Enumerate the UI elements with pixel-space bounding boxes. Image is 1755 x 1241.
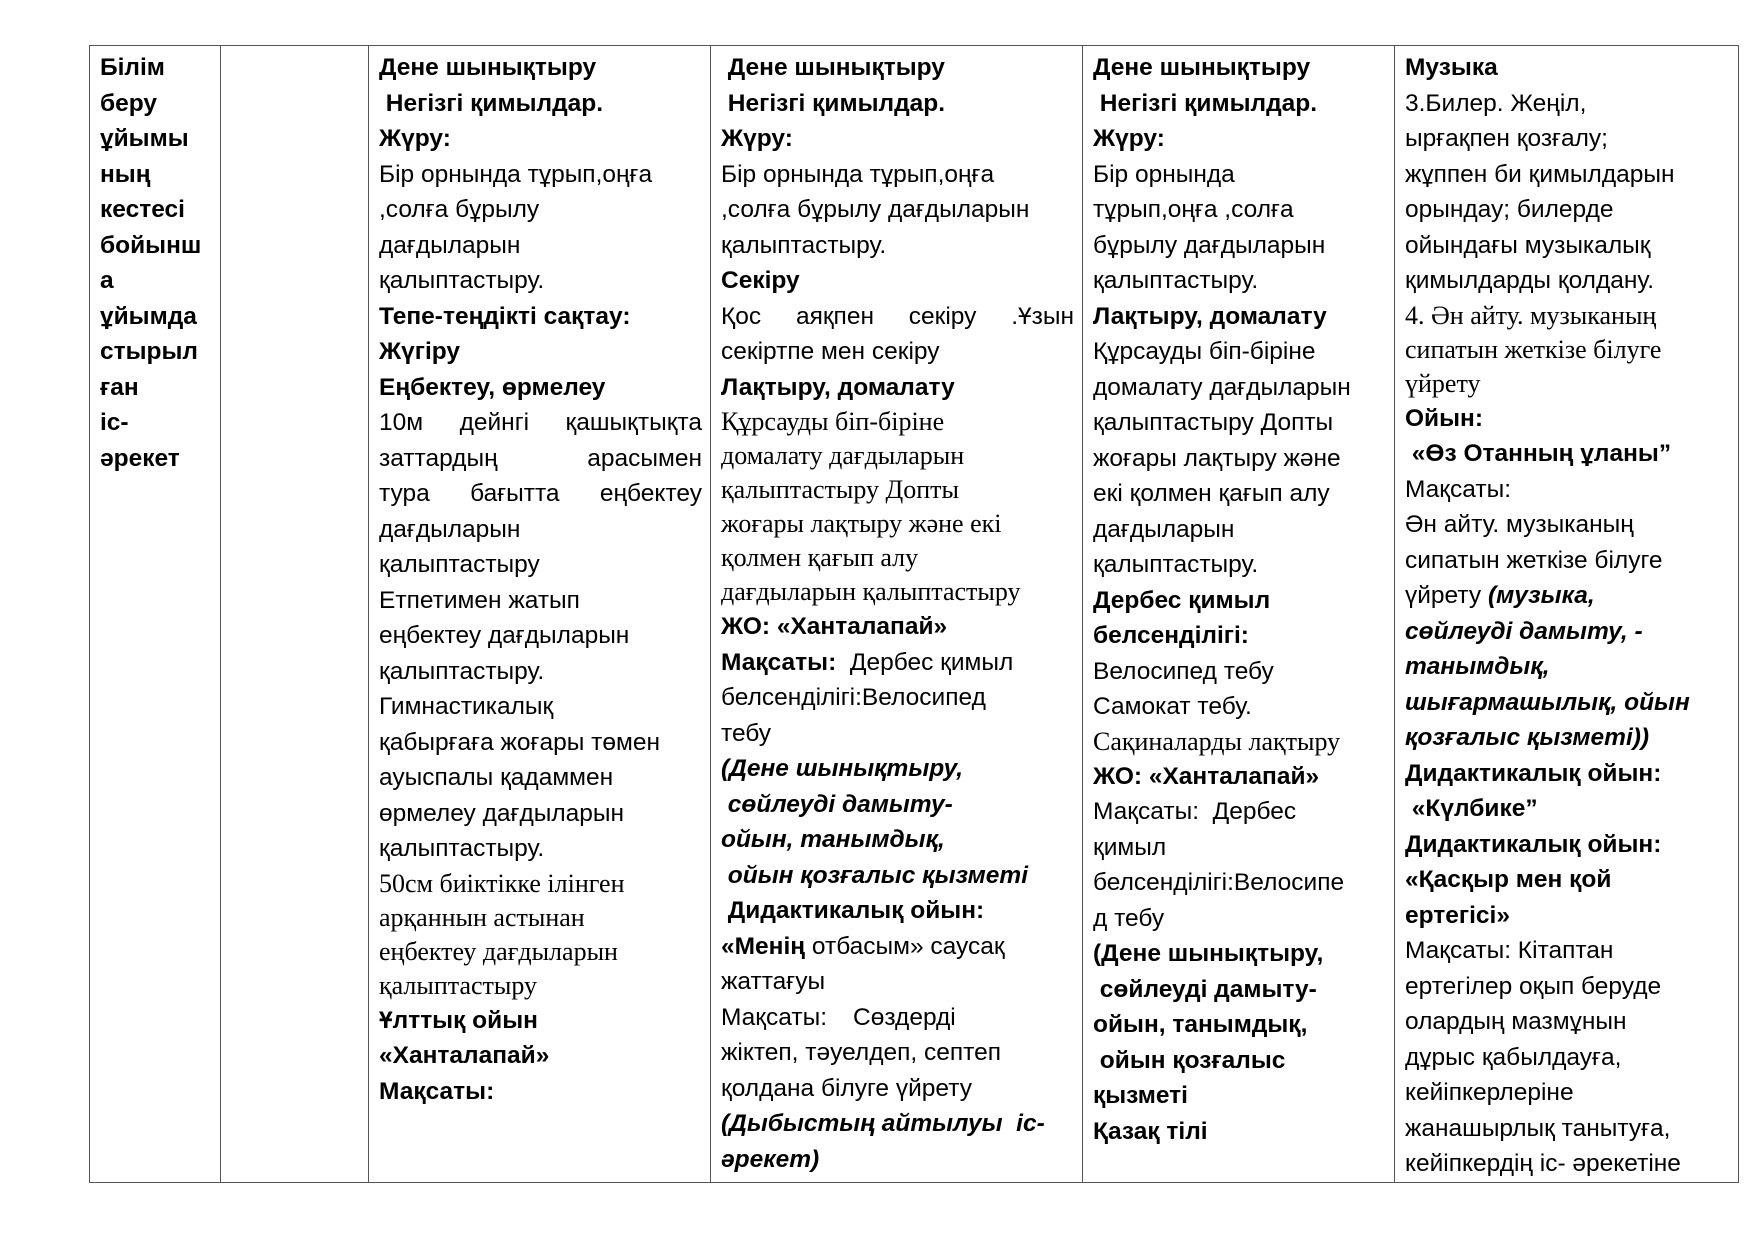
text-line: дағдыларын — [1093, 515, 1235, 543]
text-line: Велосипед тебу — [1093, 657, 1274, 685]
text-line: Мақсаты: Кітаптан — [1405, 937, 1614, 964]
integration-note: (Дыбыстың айтылуы іс- — [721, 1110, 1045, 1137]
text-line: жаттағуы — [721, 968, 826, 995]
text-line: дағдыларын — [379, 231, 521, 259]
text-line: 50см биіктікке ілінген — [379, 868, 625, 898]
text-part: үйрету — [1405, 582, 1488, 609]
justified-line — [379, 441, 702, 477]
section-heading: Жүру: — [379, 125, 451, 152]
text-line: Гимнастикалық — [379, 693, 554, 720]
text-line: жоғары лақтыру және екі — [721, 509, 1002, 538]
text-line: қолмен қағып алу — [721, 543, 919, 572]
text-line: секіртпе мен секіру — [721, 338, 940, 365]
text-line: дағдыларын — [379, 515, 521, 543]
text-line: ойындағы музыкалық — [1405, 231, 1651, 259]
text-line: қалыптастыру Допты — [1093, 409, 1334, 436]
text-line: сипатын жеткізе білуге — [1405, 546, 1663, 574]
row-header-line: ған — [100, 373, 139, 401]
text-line: ,солға бұрылу — [379, 196, 540, 223]
text-line: жоғары лақтыру және — [1093, 444, 1341, 472]
word: Сөздерді — [853, 1003, 956, 1031]
row-header-line: беру — [100, 89, 158, 117]
integration-note: ойын, танымдық, — [721, 826, 945, 853]
row-header-line: ұйымы — [100, 125, 189, 152]
text-line: үйрету — [1405, 368, 1481, 398]
text-line: ырғақпен қозғалу; — [1405, 125, 1608, 152]
text-line: жанашырлық танытуға, — [1405, 1114, 1671, 1142]
text-line: олардың мазмұнын — [1405, 1008, 1627, 1035]
game-title: «Ханталапай» — [379, 1042, 550, 1069]
text-line: екі қолмен қағып алу — [1093, 480, 1330, 507]
day1-cell — [369, 46, 711, 1183]
game-heading: Дидактикалық ойын: — [1405, 830, 1662, 858]
row-header-line: а — [100, 267, 114, 294]
section-heading: Лақтыру, домалату — [1093, 302, 1327, 330]
goal-label: Мақсаты: — [1405, 475, 1512, 503]
text-line: Құрсауды біп-біріне — [721, 407, 945, 436]
integration-note: (Дене шынықтыру, — [1093, 940, 1324, 967]
text-line-mixed — [1405, 578, 1730, 614]
integration-note: танымдық, — [1405, 653, 1550, 680]
text-line: қалыптастыру. — [1093, 267, 1259, 294]
word: .Ұзын — [1011, 302, 1074, 330]
word: Мақсаты: — [721, 1003, 828, 1031]
text-line: еңбектеу дағдыларын — [379, 936, 618, 966]
text-line: 3.Билер. Жеңіл, — [1405, 89, 1587, 117]
text-line: дұрыс қабылдауға, — [1405, 1043, 1622, 1071]
subject-heading: Дене шынықтыру — [379, 54, 597, 81]
text-line: арқаннын астынан — [379, 902, 585, 932]
text-line: сипатын жеткізе білуге — [1405, 334, 1662, 364]
game-heading: Дидактикалық ойын: — [1405, 759, 1662, 787]
day2-cell — [711, 46, 1083, 1183]
text-line: белсенділігі:Велосипе — [1093, 869, 1345, 896]
game-title: «Күлбике” — [1405, 795, 1538, 822]
text-line: Бір орнында тұрып,оңға — [721, 160, 995, 188]
text-line: қалыптастыру. — [721, 231, 887, 259]
text-line: Бір орнында тұрып,оңға — [379, 160, 653, 188]
row-header-line: ұйымда — [100, 302, 197, 330]
justified-line — [721, 299, 1074, 335]
section-heading: Тепе-теңдікті сақтау: — [379, 302, 631, 330]
text-line: қалыптастыру — [379, 970, 538, 1000]
row-header-line: ның — [100, 160, 151, 188]
integration-note: ойын, танымдық, — [1093, 1011, 1308, 1038]
row-header-line: бойынш — [100, 231, 202, 259]
section-heading: Негізгі қимылдар. — [1093, 89, 1318, 117]
integration-note: қызметі — [1093, 1082, 1188, 1109]
integration-note: қозғалыс қызметі)) — [1405, 724, 1650, 751]
text-line: қалыптастыру. — [379, 835, 545, 862]
subject-heading: Музыка — [1405, 54, 1498, 81]
goal-text: Дербес қимыл — [836, 648, 1014, 676]
game-heading: ЖО: «Ханталапай» — [1093, 762, 1320, 790]
text-line: кейіпкерлеріне — [1405, 1079, 1574, 1106]
row-header-cell — [90, 46, 221, 1183]
text-line: Мақсаты: Дербес — [1093, 798, 1297, 825]
text-line: Ән айту. музыканың — [1405, 511, 1634, 538]
text-line: бұрылу дағдыларын — [1093, 231, 1326, 259]
justified-line — [379, 405, 702, 441]
integration-note: сөйлеуді дамыту- — [721, 790, 953, 818]
game-heading: ЖО: «Ханталапай» — [721, 613, 948, 640]
text-line: Құрсауды біп-біріне — [1093, 338, 1316, 365]
section-heading: Еңбектеу, өрмелеу — [379, 373, 606, 401]
integration-note: (Дене шынықтыру, — [721, 755, 964, 782]
text-line: қимыл — [1093, 833, 1167, 861]
text-line: қимылдарды қолдану. — [1405, 267, 1655, 294]
integration-note: сөйлеуді дамыту- — [1093, 975, 1317, 1003]
section-heading: Дербес қимыл — [1093, 586, 1271, 614]
schedule-table — [89, 45, 1739, 1183]
word: арасымен — [587, 444, 702, 472]
text-line: домалату дағдыларын — [1093, 373, 1351, 401]
text-line: өрмелеу дағдыларын — [379, 799, 625, 827]
text-line: ертегілер оқып беруде — [1405, 972, 1662, 1000]
subject-heading: Дене шынықтыру — [1093, 54, 1311, 81]
text-line: тебу — [721, 719, 772, 747]
goal-line — [721, 645, 1074, 681]
row-header-line: әрекет — [100, 444, 180, 472]
section-heading: Жүгіру — [379, 338, 461, 365]
text-line: жіктеп, тәуелдеп, септеп — [721, 1039, 1001, 1066]
row-header-line: кестесі — [100, 196, 185, 223]
section-heading: Ойын: — [1405, 404, 1483, 432]
text-line: қалыптастыру. — [1093, 551, 1259, 578]
integration-note: ойын қозғалыс — [1093, 1046, 1286, 1074]
game-title: «Менің — [721, 932, 806, 960]
text-line: орындау; билерде — [1405, 196, 1614, 223]
row-header-line: стырыл — [100, 338, 198, 365]
empty-cell — [221, 46, 369, 1183]
text-line: еңбектеу дағдыларын — [379, 622, 630, 649]
integration-note: ойын қозғалыс қызметі — [721, 861, 1029, 889]
section-heading: Жүру: — [1093, 125, 1165, 152]
text-line: қолдана білуге үйрету — [721, 1074, 972, 1102]
text-line: д тебу — [1093, 904, 1165, 932]
section-heading: Негізгі қимылдар. — [379, 89, 604, 117]
section-heading: Секіру — [721, 267, 800, 294]
subject-heading: Қазақ тілі — [1093, 1117, 1208, 1145]
justified-line — [721, 1000, 1074, 1036]
text-line: Сақиналарды лақтыру — [1093, 726, 1341, 756]
text-line: қалыптастыру — [379, 551, 540, 578]
word: тура — [379, 480, 430, 507]
text-line: жұппен би қимылдарын — [1405, 160, 1675, 188]
text-line: қалыптастыру. — [379, 657, 545, 685]
text-line: дағдыларын қалыптастыру — [721, 577, 1021, 606]
word: заттардың — [379, 444, 498, 472]
integration-note: сөйлеуді дамыту, - — [1405, 617, 1643, 645]
word: аяқпен — [795, 302, 874, 330]
table-row — [90, 46, 1739, 1183]
justified-line — [379, 476, 702, 512]
text-line: Етпетимен жатып — [379, 586, 580, 614]
section-heading: Жүру: — [721, 125, 793, 152]
text-line: тұрып,оңға ,солға — [1093, 196, 1294, 223]
game-line — [721, 929, 1074, 965]
text-line: домалату дағдыларын — [721, 441, 965, 470]
text-line: қалыптастыру. — [379, 267, 545, 294]
text-line: ,солға бұрылу дағдыларын — [721, 196, 1030, 223]
section-heading: Лақтыру, домалату — [721, 373, 955, 401]
integration-note: әрекет) — [721, 1145, 820, 1173]
section-heading: белсенділігі: — [1093, 622, 1249, 649]
section-heading: Негізгі қимылдар. — [721, 89, 946, 117]
word: қашықтықта — [565, 409, 702, 436]
word: дейнгі — [459, 409, 530, 436]
game-title: «Өз Отанның ұланы” — [1405, 440, 1672, 467]
text-line: Бір орнында — [1093, 160, 1235, 188]
row-header-line: Білім — [100, 54, 165, 81]
game-heading: Дидактикалық ойын: — [721, 897, 985, 924]
game-title: «Қасқыр мен қой — [1405, 866, 1612, 893]
day4-cell — [1395, 46, 1739, 1183]
subject-heading: Дене шынықтыру — [721, 54, 945, 81]
text-line: ауыспалы қадаммен — [379, 764, 614, 791]
text-line: қалыптастыру Допты — [721, 475, 959, 504]
text-line: қабырғаға жоғары төмен — [379, 728, 661, 756]
day3-cell — [1083, 46, 1395, 1183]
text-line: белсенділігі:Велосипед — [721, 684, 986, 711]
word: секіру — [908, 302, 977, 330]
word: бағытта — [470, 480, 560, 507]
goal-label: Мақсаты: — [721, 648, 837, 676]
word: еңбектеу — [599, 480, 702, 507]
goal-label: Мақсаты: — [379, 1077, 495, 1105]
text-line: Самокат тебу. — [1093, 693, 1252, 720]
text-line: 4. Ән айту. музыканың — [1405, 300, 1657, 330]
game-heading: Ұлттық ойын — [379, 1006, 538, 1034]
text-line: кейіпкердің іс- әрекетіне — [1405, 1150, 1681, 1177]
game-title: ертегісі» — [1405, 901, 1510, 929]
word: 10м — [379, 409, 424, 436]
integration-note: шығармашылық, ойын — [1405, 688, 1690, 716]
word: Қос — [721, 302, 762, 330]
row-header-line: іс- — [100, 409, 129, 436]
integration-note: (музыка, — [1487, 582, 1595, 609]
game-title-rest: отбасым» саусақ — [805, 932, 1005, 960]
